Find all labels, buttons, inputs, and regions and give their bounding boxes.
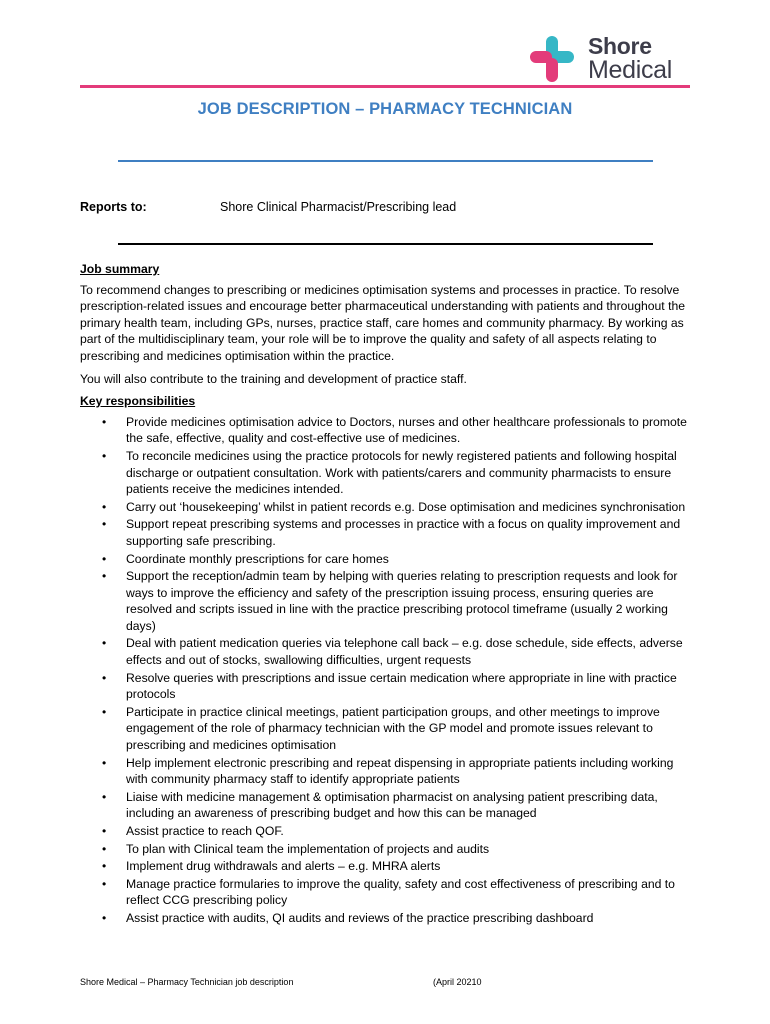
logo-wordmark [588,34,672,82]
shore-medical-logo [528,34,698,86]
list-item [80,755,692,788]
list-item-text: Coordinate monthly prescriptions for care homes [126,551,389,566]
responsibilities-list [80,414,692,927]
bullet-icon: • [102,755,107,770]
bullet-icon: • [102,789,107,804]
bullet-icon: • [102,876,107,891]
reports-to-value: Shore Clinical Pharmacist/Prescribing lead [220,200,457,214]
key-responsibilities-heading: Key responsibilities [80,394,196,409]
list-item-text: Manage practice formularies to improve the quality, safety and cost effectiveness of prescribing and to reflect CCG prescribing policy [126,876,675,908]
bullet-icon: • [102,841,107,856]
footer-date: (April 20210 [433,977,482,987]
list-item-text: Help implement electronic prescribing and repeat dispensing in appropriate patients including working with community pharmacy staff to identify appropriate patients [126,755,674,787]
bullet-icon: • [102,517,107,532]
list-item-text: To reconcile medicines using the practice protocols for newly registered patients and following hospital discharge or outpatient consultation. Work with patients/carers and community pharmacists to ensure patients receive the medicines intended. [126,448,677,497]
page-title: JOB DESCRIPTION – PHARMACY TECHNICIAN [197,100,573,118]
list-item [80,448,692,498]
list-item-text: Implement drug withdrawals and alerts – e.g. MHRA alerts [126,859,441,874]
list-item [80,858,692,875]
list-item [80,568,692,634]
bullet-icon: • [102,859,107,874]
logo-line-medical: Medical [588,56,673,84]
list-item [80,414,692,447]
list-item-text: Provide medicines optimisation advice to Doctors, nurses and other healthcare professionals to promote the safe, effective, quality and cost-effective use of medicines. [126,414,687,446]
list-item [80,670,692,703]
header-divider [80,85,690,88]
list-item-text: Deal with patient medication queries via telephone call back – e.g. dose schedule, side effects, adverse effects and out of stocks, swallowing difficulties, urgent requests [126,636,683,668]
list-item [80,841,692,858]
job-summary-paragraph: To recommend changes to prescribing or medicines optimisation systems and processes in practice. To resolve prescription-related issues and encourage better pharmaceutical understanding with patients and throughout the primary health team, including GPs, nurses, practice staff, care homes and community pharmacy. By working as part of the multidisciplinary team, your role will be to improve the quality and safety of all aspects relating to prescribing and medicines optimisation within the practice. [80,282,686,363]
list-item-text: Carry out ‘housekeeping’ whilst in patient records e.g. Dose optimisation and medicines synchronisation [126,499,686,514]
bullet-icon: • [102,704,107,719]
list-item-text: To plan with Clinical team the implementation of projects and audits [126,841,490,856]
logo-line-shore: Shore [588,33,652,59]
list-item [80,910,692,927]
list-item-text: Participate in practice clinical meetings, patient participation groups, and other meetings to improve engagement of the role of pharmacy technician with the GP model and promote issues relevant to prescribing and medicines optimisation [126,704,660,753]
bullet-icon: • [102,414,107,429]
list-item [80,516,692,549]
list-item-text: Liaise with medicine management & optimisation pharmacist on analysing patient prescribing data, including an awareness of prescribing budget and how this can be managed [126,789,658,821]
job-summary-heading: Job summary [80,262,160,276]
list-item-text: Resolve queries with prescriptions and issue certain medication where appropriate in line with practice protocols [126,670,677,702]
list-item-text: Support the reception/admin team by helping with queries relating to prescription requests and look for ways to improve the efficiency and safety of the prescription issuing process, ensuring queries are resolved and scripts issued in line with the practice prescribing protocol timeframe (usually 2 working days) [126,569,678,633]
reports-to-label: Reports to: [80,200,147,214]
list-item [80,823,692,840]
list-item-text: Assist practice with audits, QI audits and reviews of the practice prescribing dashboard [126,910,594,925]
list-item [80,635,692,668]
bullet-icon: • [102,448,107,463]
bullet-icon: • [102,670,107,685]
bullet-icon: • [102,910,107,925]
document-body [80,261,692,928]
bullet-icon: • [102,636,107,651]
list-item [80,499,692,516]
job-summary-paragraph: You will also contribute to the training and development of practice staff. [80,371,467,386]
section-divider [118,243,653,245]
list-item [80,789,692,822]
bullet-icon: • [102,569,107,584]
footer-document-name: Shore Medical – Pharmacy Technician job description [80,977,294,987]
list-item-text: Support repeat prescribing systems and processes in practice with a focus on quality improvement and supporting safe prescribing. [126,517,681,548]
list-item [80,876,692,909]
list-item [80,551,692,568]
title-underline [118,160,653,162]
bullet-icon: • [102,499,107,514]
bullet-icon: • [102,551,107,566]
list-item-text: Assist practice to reach QOF. [126,824,284,838]
list-item [80,704,692,754]
medical-cross-icon [528,34,580,86]
bullet-icon: • [102,824,107,838]
